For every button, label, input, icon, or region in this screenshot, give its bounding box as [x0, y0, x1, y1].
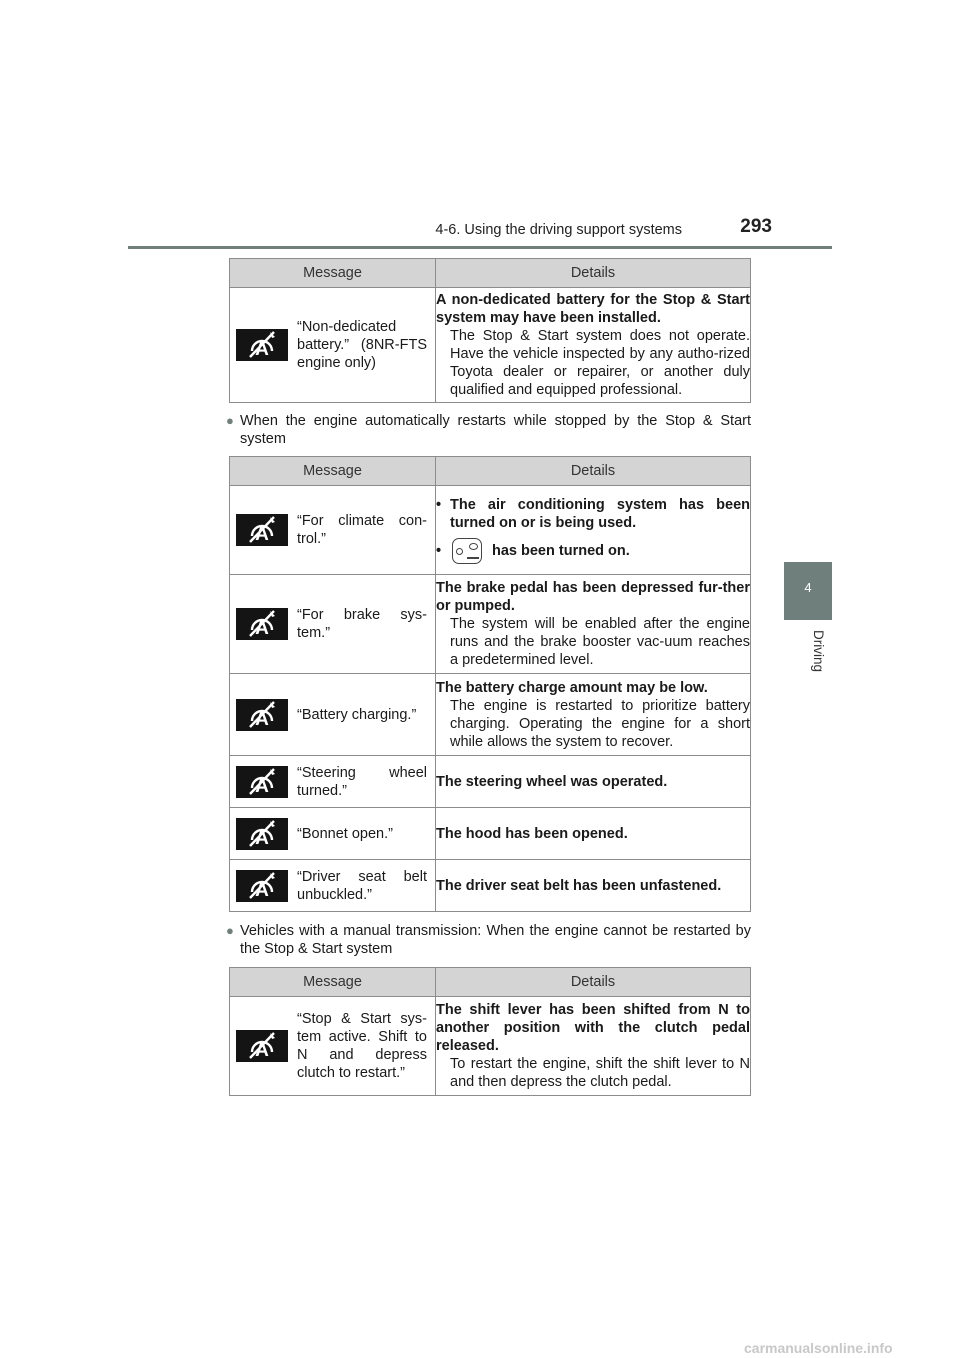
message-text: “Bonnet open.”: [297, 825, 393, 842]
message-text: “For brake sys-tem.”: [297, 607, 427, 641]
detail-bullet: • The air conditioning system has been turned on or is being used.: [436, 497, 750, 531]
stop-start-off-icon: [236, 818, 288, 850]
front-defogger-button-icon: [452, 538, 482, 564]
column-header-message: Message: [230, 968, 436, 997]
bullet-paragraph-1: [226, 412, 751, 448]
page-number: 293: [740, 216, 772, 237]
detail-bullet-text: The air conditioning system has been turned on or is being used.: [450, 497, 750, 531]
message-text: “For climate con-trol.”: [297, 513, 427, 547]
message-text: “Non-dedicated battery.” (8NR-FTS engine only): [297, 319, 427, 371]
column-header-message: Message: [230, 259, 436, 288]
table-row: [230, 486, 751, 575]
detail-heading: The steering wheel was operated.: [436, 773, 668, 790]
table-row: [230, 860, 751, 912]
detail-text: The Stop & Start system does not operate. Have the vehicle inspected by any autho-rized Toyota dealer or repairer, or another duly qualified and equipped professional.: [450, 328, 750, 398]
table-row: [230, 288, 751, 403]
detail-text: The system will be enabled after the engine runs and the brake booster vac-uum reaches a predetermined level.: [450, 616, 750, 668]
table-row: [230, 997, 751, 1096]
column-header-message: Message: [230, 457, 436, 486]
detail-text: To restart the engine, shift the shift lever to N and then depress the clutch pedal.: [450, 1056, 750, 1090]
stop-start-off-icon: [236, 329, 288, 361]
watermark-footer: carmanualsonline.info: [744, 1340, 893, 1356]
chapter-tab[interactable]: [784, 562, 832, 620]
page-header: [128, 212, 832, 249]
bullet-circle-icon: ●: [226, 413, 234, 428]
detail-text: The engine is restarted to prioritize battery charging. Operating the engine for a short while allows the system to recover.: [450, 697, 750, 750]
chapter-label: Driving: [811, 630, 826, 673]
table-row: [230, 756, 751, 808]
message-text: “Steering wheel turned.”: [297, 764, 427, 799]
detail-heading: The battery charge amount may be low.: [436, 679, 708, 696]
column-header-details: Details: [436, 457, 751, 486]
detail-heading: The hood has been opened.: [436, 825, 628, 842]
bullet-paragraph-2: [226, 922, 751, 958]
column-header-details: Details: [436, 968, 751, 997]
paragraph-text: When the engine automatically restarts while stopped by the Stop & Start system: [240, 413, 751, 447]
detail-heading: The driver seat belt has been unfastened.: [436, 877, 722, 894]
message-table-3: [229, 967, 751, 1096]
paragraph-text: Vehicles with a manual transmission: When the engine cannot be restarted by the Stop & Start system: [240, 923, 751, 957]
message-text: “Stop & Start sys-tem active. Shift to N and depress clutch to restart.”: [297, 1011, 427, 1081]
table-row: [230, 674, 751, 756]
chapter-number: 4: [804, 580, 812, 595]
table-row: [230, 575, 751, 674]
stop-start-off-icon: [236, 766, 288, 798]
stop-start-off-icon: [236, 1030, 288, 1062]
bullet-circle-icon: ●: [226, 923, 234, 938]
stop-start-off-icon: [236, 608, 288, 640]
detail-bullet-text: has been turned on.: [492, 542, 630, 559]
section-title: 4-6. Using the driving support systems: [435, 222, 682, 238]
message-text: “Driver seat belt unbuckled.”: [297, 868, 427, 903]
stop-start-off-icon: [236, 699, 288, 731]
table-row: [230, 808, 751, 860]
message-text: “Battery charging.”: [297, 706, 417, 723]
message-table-2: [229, 456, 751, 912]
column-header-details: Details: [436, 259, 751, 288]
stop-start-off-icon: [236, 870, 288, 902]
stop-start-off-icon: [236, 514, 288, 546]
detail-heading: A non-dedicated battery for the Stop & Start system may have been installed.: [436, 292, 750, 326]
detail-heading: The shift lever has been shifted from N to another position with the clutch pedal released.: [436, 1002, 750, 1054]
message-table-1: [229, 258, 751, 403]
detail-bullet: • has been turned on.: [436, 538, 750, 564]
detail-heading: The brake pedal has been depressed fur-ther or pumped.: [436, 580, 750, 614]
